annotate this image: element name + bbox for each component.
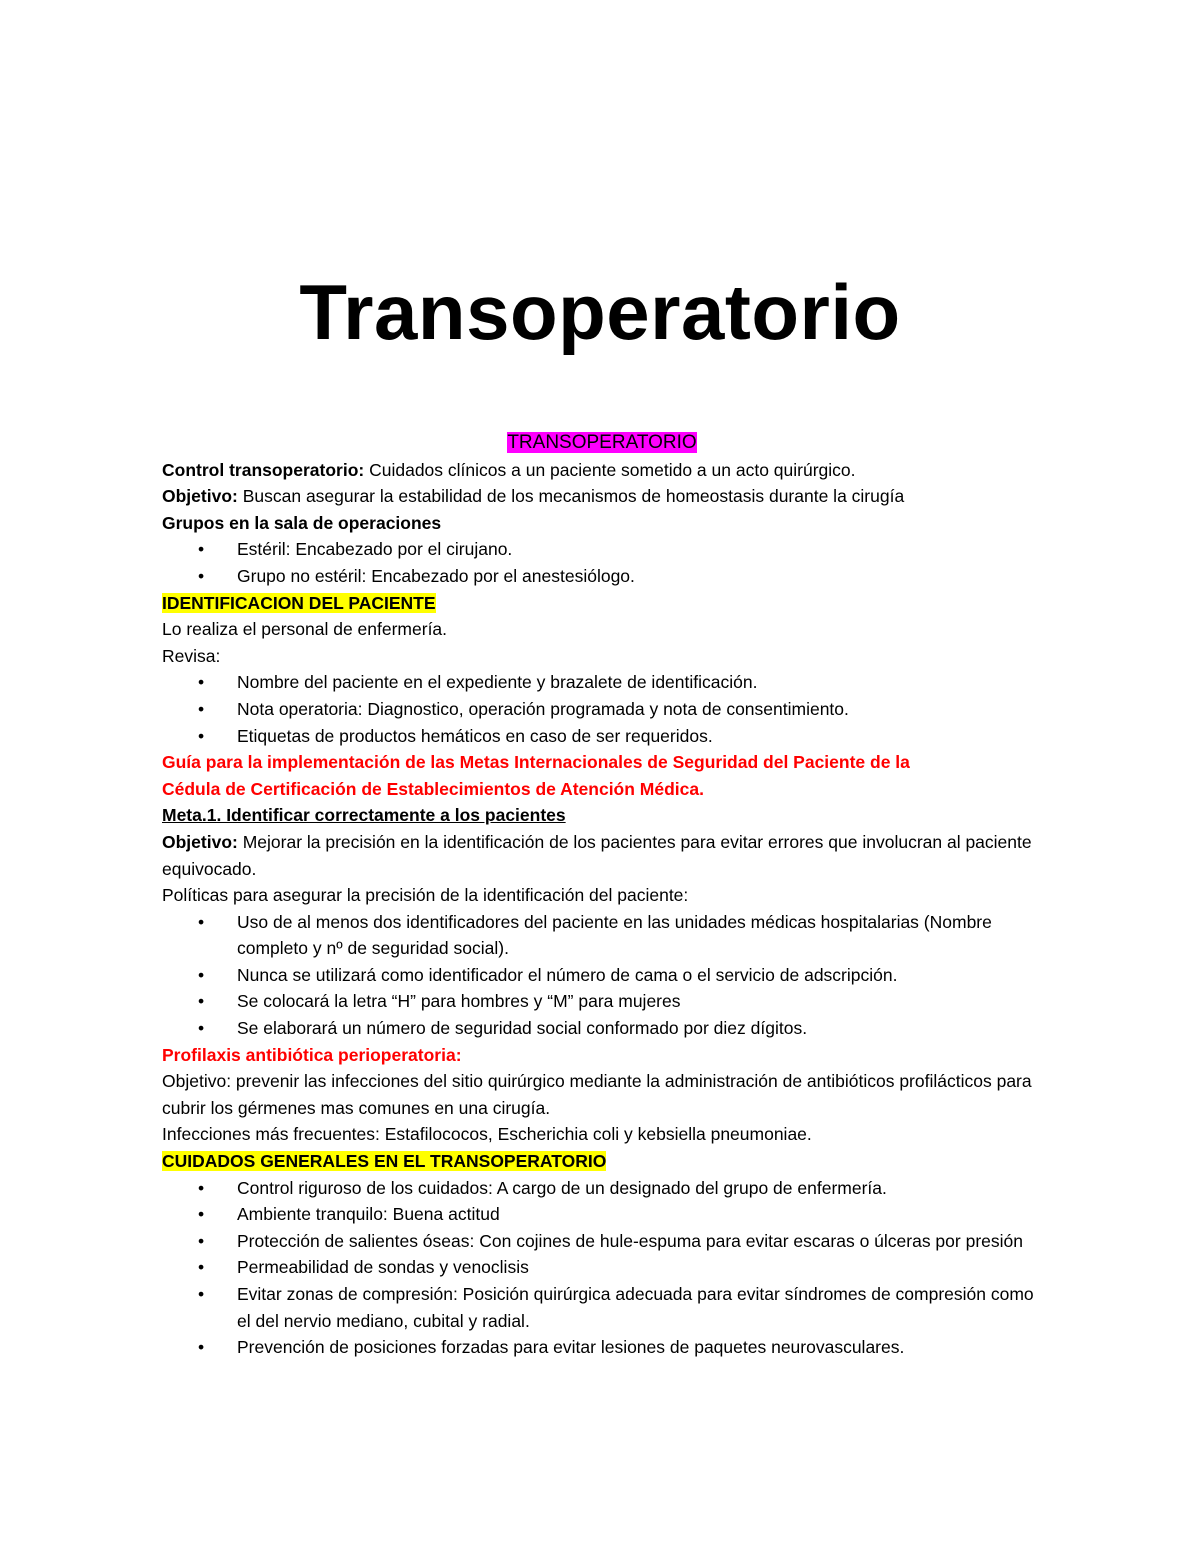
identificacion-heading-line xyxy=(162,590,1042,617)
meta-objetivo xyxy=(162,829,1042,882)
control-label: Control transoperatorio: xyxy=(162,459,365,480)
profilaxis-objetivo: Objetivo: prevenir las infecciones del sitio quirúrgico mediante la administración de antibióticos profilácticos para cubrir los gérmenes mas comunes en una cirugía. xyxy=(162,1071,1032,1118)
objetivo-label: Objetivo: xyxy=(162,486,238,507)
personal-line: Lo realiza el personal de enfermería. xyxy=(162,619,448,640)
meta-objetivo-label: Objetivo: xyxy=(162,831,238,852)
bullet-icon: • xyxy=(198,1204,205,1225)
list-item: • Nota operatoria: Diagnostico, operación programada y nota de consentimiento. xyxy=(162,696,1042,723)
profilaxis-heading: Profilaxis antibiótica perioperatoria: xyxy=(162,1044,462,1065)
list-item: • Ambiente tranquilo: Buena actitud xyxy=(162,1201,1042,1228)
list-item: • Grupo no estéril: Encabezado por el anestesiólogo. xyxy=(162,563,1042,590)
objetivo-line xyxy=(162,483,1042,510)
bullet-icon: • xyxy=(198,725,205,746)
list-item: • Control riguroso de los cuidados: A cargo de un designado del grupo de enfermería. xyxy=(162,1175,1042,1202)
transoperatorio-heading: TRANSOPERATORIO xyxy=(507,432,697,453)
revisa-line: Revisa: xyxy=(162,645,221,666)
identificacion-heading: IDENTIFICACION DEL PACIENTE xyxy=(162,592,436,613)
list-item: • Evitar zonas de compresión: Posición quirúrgica adecuada para evitar síndromes de compresión como el del nervio mediano, cubital y radial. xyxy=(162,1281,1042,1334)
bullet-icon: • xyxy=(198,964,205,985)
bullet-icon: • xyxy=(198,1018,205,1039)
bullet-icon: • xyxy=(198,1284,205,1304)
list-item: • Nombre del paciente en el expediente y brazalete de identificación. xyxy=(162,669,1042,696)
list-item: • Estéril: Encabezado por el cirujano. xyxy=(162,536,1042,563)
infecciones-line: Infecciones más frecuentes: Estafilococos, Escherichia coli y kebsiella pneumoniae. xyxy=(162,1124,812,1145)
list-item: • Prevención de posiciones forzadas para evitar lesiones de paquetes neurovasculares. xyxy=(162,1334,1042,1361)
cuidados-list xyxy=(162,1175,1042,1361)
cuidados-heading: CUIDADOS GENERALES EN EL TRANSOPERATORIO xyxy=(162,1151,607,1172)
bullet-icon: • xyxy=(198,1230,205,1251)
meta-objetivo-text: Mejorar la precisión en la identificación de los pacientes para evitar errores que involucran al paciente equivocado. xyxy=(162,831,1032,879)
grupos-heading: Grupos en la sala de operaciones xyxy=(162,512,442,533)
politicas-list xyxy=(162,909,1042,1042)
guia-line-2: Cédula de Certificación de Establecimientos de Atención Médica. xyxy=(162,778,704,799)
bullet-icon: • xyxy=(198,991,205,1012)
list-item: • Se elaborará un número de seguridad social conformado por diez dígitos. xyxy=(162,1015,1042,1042)
bullet-icon: • xyxy=(198,672,205,693)
objetivo-text: Buscan asegurar la estabilidad de los mecanismos de homeostasis durante la cirugía xyxy=(237,486,905,507)
meta-heading: Meta.1. Identificar correctamente a los pacientes xyxy=(162,805,566,826)
bullet-icon: • xyxy=(198,1257,205,1278)
revisa-list xyxy=(162,669,1042,749)
bullet-icon: • xyxy=(198,1177,205,1198)
bullet-icon: • xyxy=(198,698,205,719)
list-item: • Etiquetas de productos hemáticos en caso de ser requeridos. xyxy=(162,723,1042,750)
control-line xyxy=(162,457,1042,484)
list-item: • Uso de al menos dos identificadores del paciente en las unidades médicas hospitalarias (Nombre completo y nº de seguridad social). xyxy=(162,909,1042,962)
bullet-icon: • xyxy=(198,1337,205,1358)
list-item: • Protección de salientes óseas: Con cojines de hule-espuma para evitar escaras o úlceras por presión xyxy=(162,1228,1042,1255)
bullet-icon: • xyxy=(198,565,205,586)
list-item: • Nunca se utilizará como identificador el número de cama o el servicio de adscripción. xyxy=(162,962,1042,989)
control-text: Cuidados clínicos a un paciente sometido a un acto quirúrgico. xyxy=(364,459,856,480)
list-item: • Permeabilidad de sondas y venoclisis xyxy=(162,1254,1042,1281)
cuidados-heading-line xyxy=(162,1148,1042,1175)
document-title: Transoperatorio xyxy=(299,268,901,356)
list-item: • Se colocará la letra “H” para hombres y “M” para mujeres xyxy=(162,988,1042,1015)
grupos-list xyxy=(162,536,1042,589)
politicas-line: Políticas para asegurar la precisión de la identificación del paciente: xyxy=(162,885,689,906)
guia-line-1: Guía para la implementación de las Metas Internacionales de Seguridad del Paciente de la xyxy=(162,752,910,773)
section-heading-transoperatorio xyxy=(162,429,1042,457)
document-body xyxy=(162,429,1042,1361)
bullet-icon: • xyxy=(198,539,205,560)
bullet-icon: • xyxy=(198,911,205,932)
